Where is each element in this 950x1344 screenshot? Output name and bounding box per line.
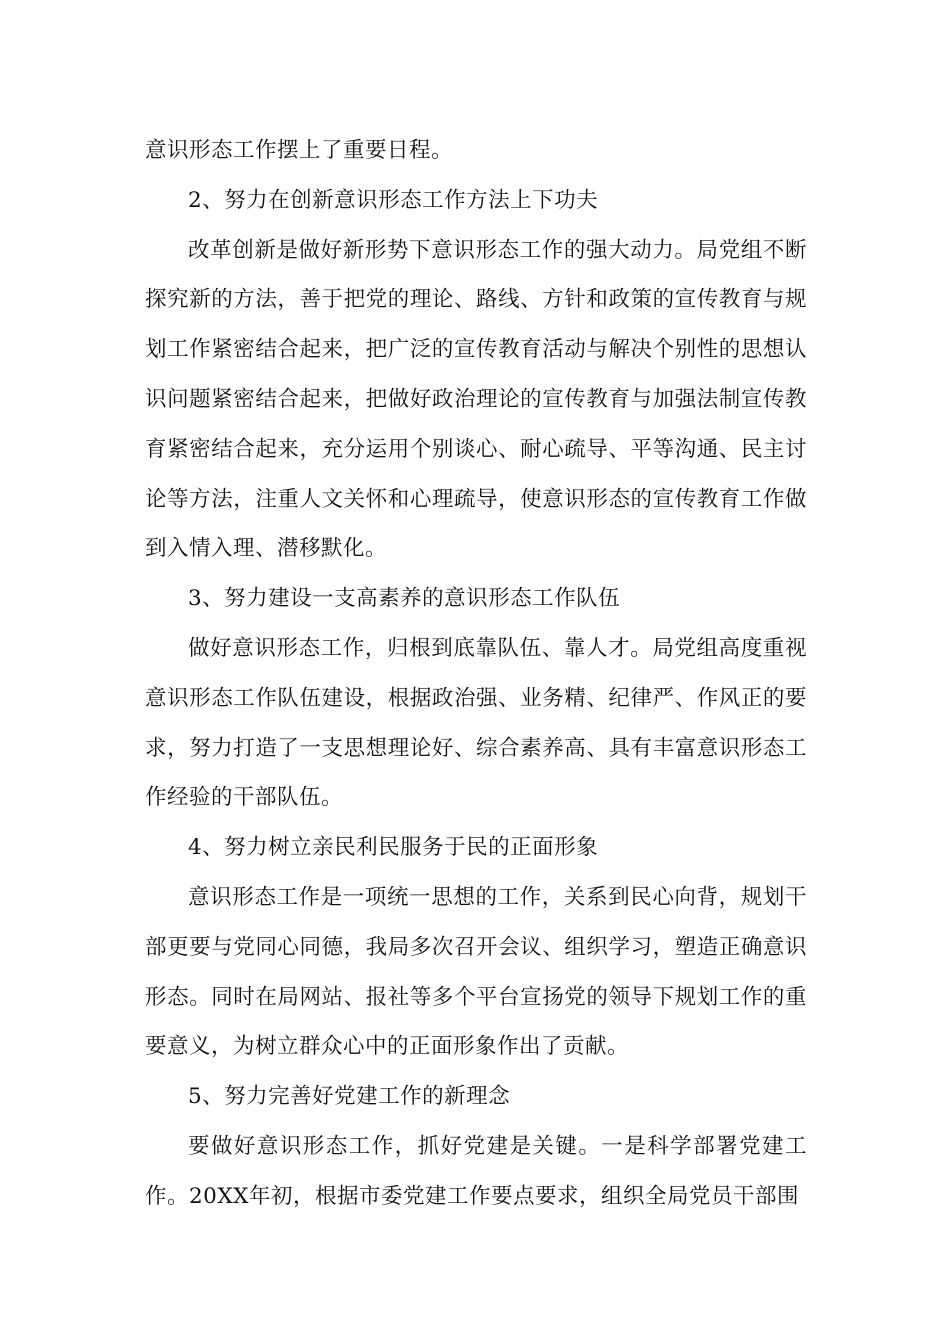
paragraph-team: 做好意识形态工作，归根到底靠队伍、靠人才。局党组高度重视意识形态工作队伍建设，根据政治强、业务精、纪律严、作风正的要求，努力打造了一支思想理论好、综合素养高、具有丰富意识形态工作经验的干部队伍。 [145, 635, 807, 811]
paragraph-continuation: 意识形态工作摆上了重要日程。 [145, 138, 454, 163]
paragraph-party-building: 要做好意识形态工作，抓好党建是关键。一是科学部署党建工作。20XX年初，根据市委党建工作要点要求，组织全局党员干部围 [145, 1133, 807, 1209]
section-heading-5: 5、努力完善好党建工作的新理念 [188, 1084, 511, 1110]
document-body [145, 126, 807, 1222]
section-heading-3: 3、努力建设一支高素养的意识形态工作队伍 [188, 586, 621, 612]
section-heading-2: 2、努力在创新意识形态工作方法上下功夫 [188, 187, 599, 213]
section-heading-4: 4、努力树立亲民利民服务于民的正面形象 [188, 835, 599, 861]
paragraph-image: 意识形态工作是一项统一思想的工作，关系到民心向背，规划干部更要与党同心同德，我局多次召开会议、组织学习，塑造正确意识形态。同时在局网站、报社等多个平台宣扬党的领导下规划工作的重要意义，为树立群众心中的正面形象作出了贡献。 [145, 884, 807, 1060]
paragraph-innovation: 改革创新是做好新形势下意识形态工作的强大动力。局党组不断探究新的方法，善于把党的理论、路线、方针和政策的宣传教育与规划工作紧密结合起来，把广泛的宣传教育活动与解决个别性的思想认识问题紧密结合起来，把做好政治理论的宣传教育与加强法制宣传教育紧密结合起来，充分运用个别谈心、耐心疏导、平等沟通、民主讨论等方法，注重人文关怀和心理疏导，使意识形态的宣传教育工作做到入情入理、潜移默化。 [145, 237, 807, 562]
